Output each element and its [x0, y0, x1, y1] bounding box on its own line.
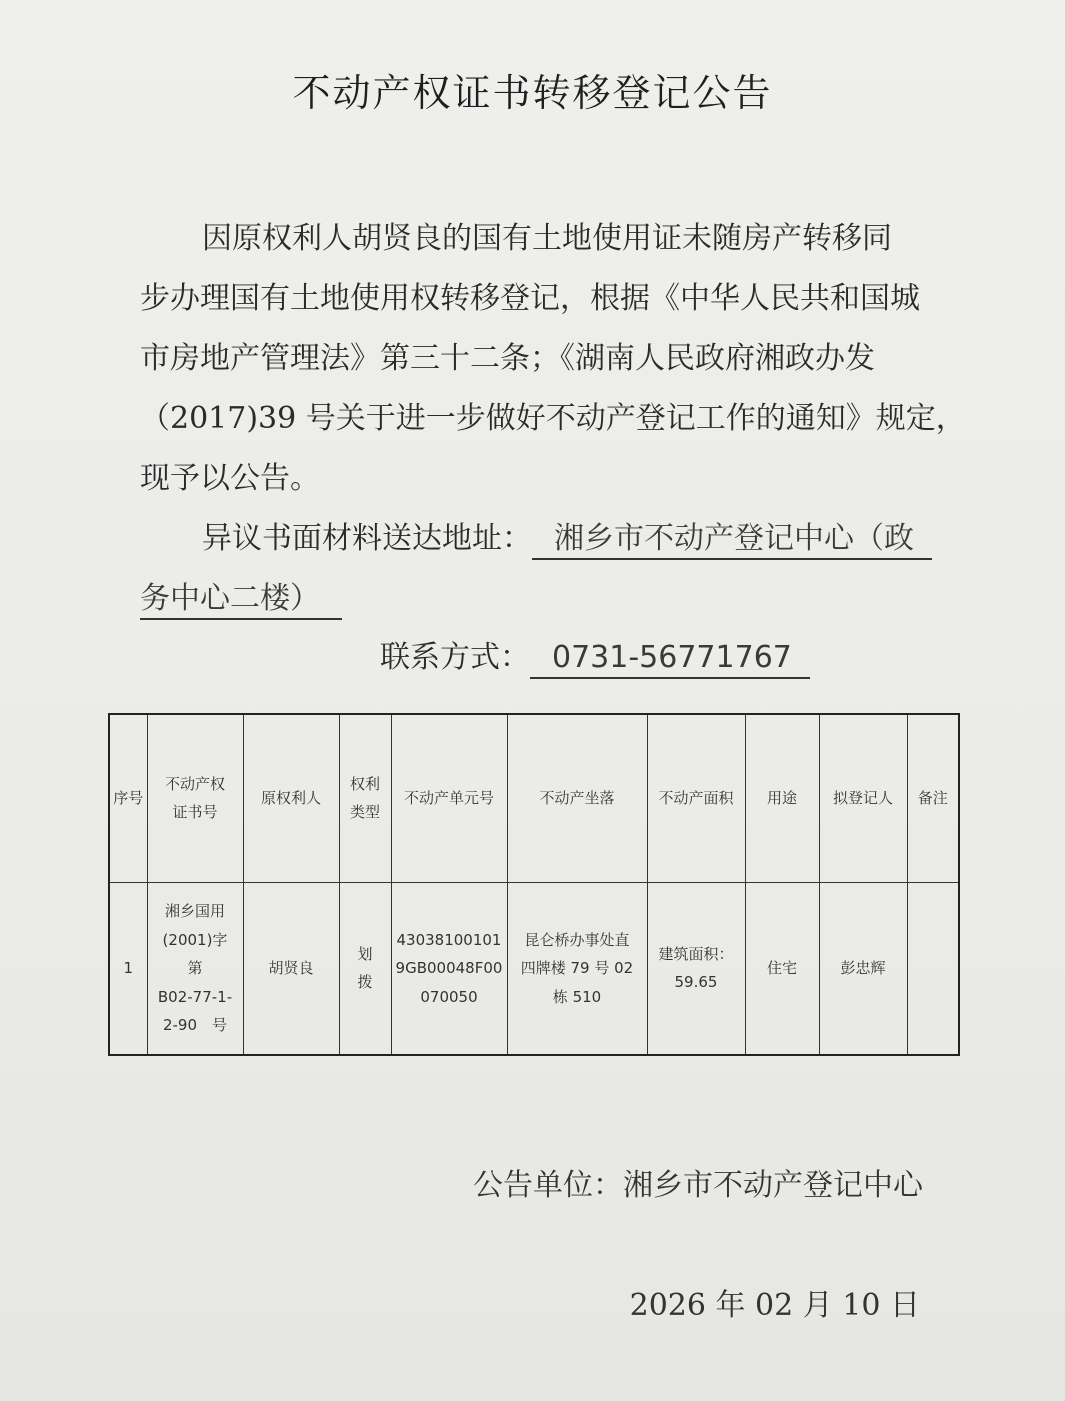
objection-address-part-2: 务中心二楼）: [140, 581, 342, 620]
cell-area-line-1: 建筑面积：: [658, 944, 734, 963]
objection-address-part-1: 湘乡市不动产登记中心（政: [532, 521, 932, 560]
contact-phone: 0731-56771767: [530, 640, 810, 679]
body-line-1: 因原权利人胡贤良的国有土地使用证未随房产转移同: [202, 221, 892, 256]
cell-cert-no: [147, 882, 243, 1055]
cell-cert-line-4: B02-77-1-: [157, 987, 233, 1006]
cell-unit-no-line-3: 070050: [420, 987, 478, 1006]
header-original-owner: 原权利人: [243, 714, 339, 882]
header-remark: 备注: [907, 714, 959, 882]
cell-area-line-2: 59.65: [674, 973, 718, 992]
cell-remark: [907, 882, 959, 1055]
cell-area: [647, 882, 745, 1055]
cell-usage: 住宅: [745, 882, 819, 1055]
header-right-type-line-2: 类型: [349, 803, 380, 822]
header-usage: 用途: [745, 714, 819, 882]
cell-location-line-1: 昆仑桥办事处直: [524, 930, 630, 949]
contact-row: [380, 632, 810, 676]
header-right-type: [339, 714, 391, 882]
cell-cert-line-3: 第: [187, 959, 203, 977]
body-line-4: （2017)39 号关于进一步做好不动产登记工作的通知》规定，: [140, 401, 966, 436]
cell-right-type-line-1: 划: [357, 944, 373, 963]
announcement-table: [108, 713, 960, 1056]
header-unit-no: 不动产单元号: [391, 714, 507, 882]
header-registrant: 拟登记人: [819, 714, 907, 882]
cell-right-type: [339, 882, 391, 1055]
cell-unit-no: [391, 882, 507, 1055]
body-line-5: 现予以公告。: [140, 461, 320, 496]
announcement-date: 2026 年 02 月 10 日: [629, 1288, 920, 1323]
cell-location-line-3: 栋 510: [552, 987, 602, 1006]
cell-original-owner: 胡贤良: [243, 882, 339, 1055]
cell-cert-line-5: 2-90 号: [162, 1016, 228, 1034]
body-line-3: 市房地产管理法》第三十二条；《湖南人民政府湘政办发: [140, 341, 875, 376]
cell-unit-no-line-2: 9GB00048F00: [395, 959, 503, 977]
table-row: [109, 882, 959, 1055]
header-area: 不动产面积: [647, 714, 745, 882]
header-seq: 序号: [109, 714, 147, 882]
objection-label: 异议书面材料送达地址：: [202, 521, 532, 556]
page-title: 不动产权证书转移登记公告: [292, 71, 773, 115]
cell-cert-line-1: 湘乡国用: [164, 902, 225, 920]
cell-location: [507, 882, 647, 1055]
header-cert-no: [147, 714, 243, 882]
header-cert-line-1: 不动产权: [164, 774, 225, 793]
body-line-2: 步办理国有土地使用权转移登记，根据《中华人民共和国城: [140, 281, 920, 316]
table-header-row: [109, 714, 959, 882]
cell-seq: 1: [109, 882, 147, 1055]
contact-label: 联系方式：: [380, 640, 530, 675]
cell-registrant: 彭忠辉: [819, 882, 907, 1055]
cell-right-type-line-2: 拨: [357, 973, 373, 992]
cell-unit-no-line-1: 43038100101: [396, 930, 502, 949]
cell-location-line-2: 四牌楼 79 号 02: [520, 959, 634, 977]
announcing-unit: 公告单位：湘乡市不动产登记中心: [473, 1168, 923, 1203]
cell-cert-line-2: (2001)字: [162, 930, 228, 949]
header-location: 不动产坐落: [507, 714, 647, 882]
objection-address-row-2: [140, 573, 342, 617]
objection-address-row: [202, 513, 932, 557]
header-right-type-line-1: 权利: [349, 774, 380, 793]
header-cert-line-2: 证书号: [172, 803, 218, 822]
